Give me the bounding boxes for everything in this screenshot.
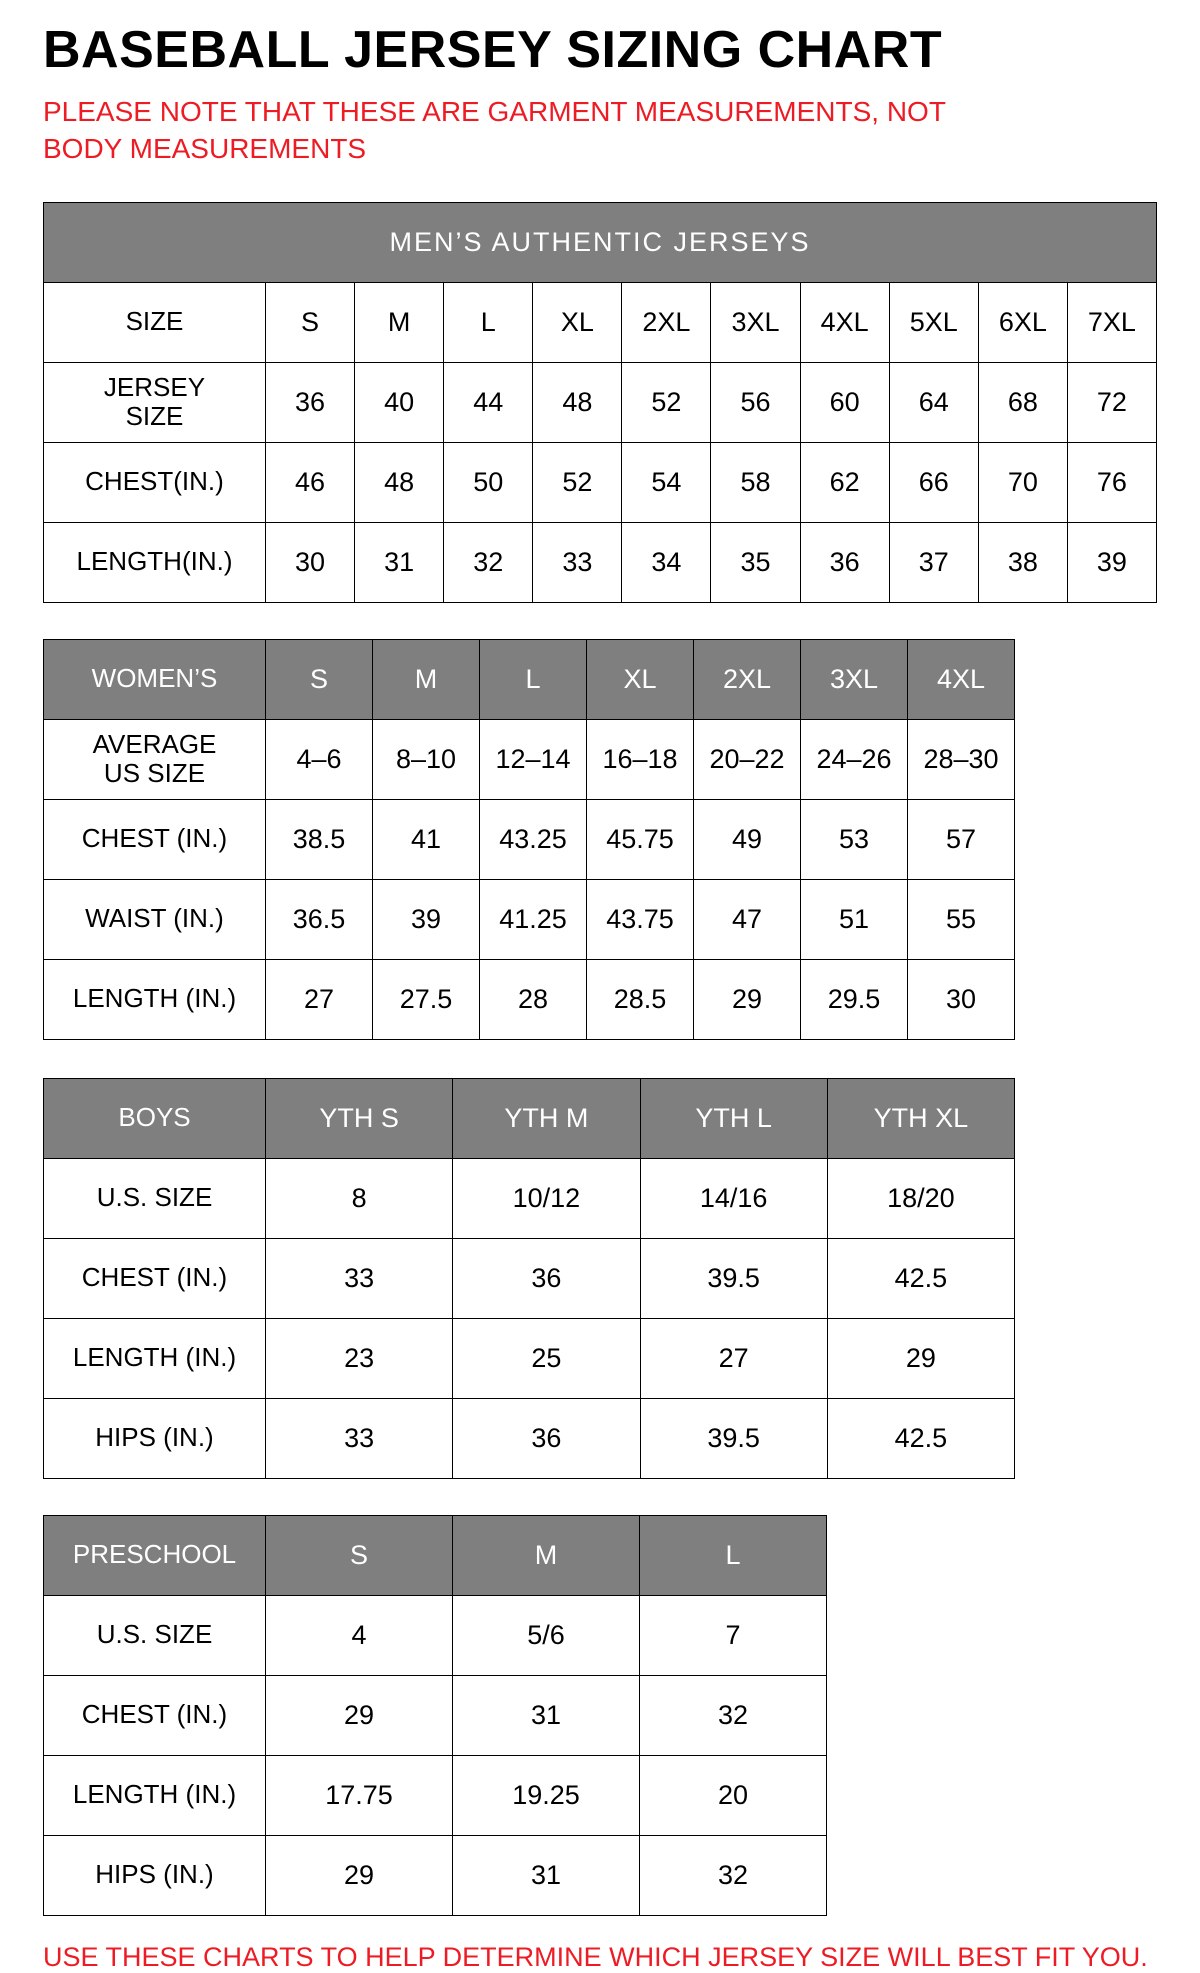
page-title: BASEBALL JERSEY SIZING CHART [43,21,943,79]
cell: 42.5 [828,1239,1015,1319]
cell: 54 [622,443,711,523]
cell: 42.5 [828,1399,1015,1479]
cell: 27 [266,960,373,1040]
cell: 18/20 [828,1159,1015,1239]
cell: 3XL [711,283,800,363]
cell: 41 [373,800,480,880]
column-header: L [480,640,587,720]
cell: 36.5 [266,880,373,960]
row-label-hips: HIPS (IN.) [44,1836,266,1916]
cell: 46 [266,443,355,523]
cell: M [355,283,444,363]
cell: 28 [480,960,587,1040]
cell: 39 [1068,523,1157,603]
row-label-us-size: U.S. SIZE [44,1159,266,1239]
cell: 7XL [1068,283,1157,363]
womens-sizing-table [43,639,1015,1040]
cell: 45.75 [587,800,694,880]
row-label-jersey-size: JERSEY SIZE [44,363,266,443]
cell: 39 [373,880,480,960]
column-header: L [640,1516,827,1596]
cell: 48 [355,443,444,523]
cell: 33 [266,1399,453,1479]
cell: 8 [266,1159,453,1239]
column-header: YTH L [641,1079,828,1159]
mens-table-banner: MEN’S AUTHENTIC JERSEYS [44,203,1157,283]
column-header: M [453,1516,640,1596]
cell: 36 [453,1239,640,1319]
cell: 31 [453,1836,640,1916]
cell: 36 [266,363,355,443]
cell: 36 [801,523,890,603]
column-header: 2XL [694,640,801,720]
cell: 31 [355,523,444,603]
cell: 32 [640,1836,827,1916]
cell: 40 [355,363,444,443]
cell: 62 [801,443,890,523]
row-label-length: LENGTH (IN.) [44,960,266,1040]
column-header: 4XL [908,640,1015,720]
cell: S [266,283,355,363]
cell: 12–14 [480,720,587,800]
cell: XL [533,283,622,363]
cell: 5XL [890,283,979,363]
cell: 4–6 [266,720,373,800]
cell: 17.75 [266,1756,453,1836]
cell: 38.5 [266,800,373,880]
cell: 66 [890,443,979,523]
cell: 76 [1068,443,1157,523]
cell: 51 [801,880,908,960]
cell: 8–10 [373,720,480,800]
cell: 32 [444,523,533,603]
cell: 7 [640,1596,827,1676]
cell: 56 [711,363,800,443]
cell: 29 [828,1319,1015,1399]
womens-header-label: WOMEN’S [44,640,266,720]
cell: 72 [1068,363,1157,443]
cell: 52 [533,443,622,523]
cell: 33 [266,1239,453,1319]
cell: 20–22 [694,720,801,800]
cell: 39.5 [641,1399,828,1479]
cell: 33 [533,523,622,603]
cell: 38 [979,523,1068,603]
cell: 41.25 [480,880,587,960]
cell: 19.25 [453,1756,640,1836]
cell: 4XL [801,283,890,363]
cell: 24–26 [801,720,908,800]
row-label-hips: HIPS (IN.) [44,1399,266,1479]
cell: 20 [640,1756,827,1836]
cell: 29 [266,1676,453,1756]
cell: 70 [979,443,1068,523]
row-label-average-us-size: AVERAGE US SIZE [44,720,266,800]
cell: 14/16 [641,1159,828,1239]
cell: 53 [801,800,908,880]
column-header: XL [587,640,694,720]
mens-sizing-table [43,202,1157,603]
row-label-size: SIZE [44,283,266,363]
cell: 28.5 [587,960,694,1040]
row-label-us-size: U.S. SIZE [44,1596,266,1676]
cell: 23 [266,1319,453,1399]
cell: 27 [641,1319,828,1399]
cell: L [444,283,533,363]
preschool-header-label: PRESCHOOL [44,1516,266,1596]
column-header: YTH M [453,1079,640,1159]
cell: 28–30 [908,720,1015,800]
column-header: S [266,640,373,720]
cell: 50 [444,443,533,523]
cell: 43.75 [587,880,694,960]
cell: 55 [908,880,1015,960]
cell: 31 [453,1676,640,1756]
cell: 34 [622,523,711,603]
cell: 30 [908,960,1015,1040]
column-header: 3XL [801,640,908,720]
cell: 68 [979,363,1068,443]
cell: 32 [640,1676,827,1756]
cell: 30 [266,523,355,603]
boys-sizing-table [43,1078,1015,1479]
row-label-chest: CHEST (IN.) [44,1239,266,1319]
cell: 52 [622,363,711,443]
cell: 37 [890,523,979,603]
cell: 44 [444,363,533,443]
cell: 25 [453,1319,640,1399]
cell: 16–18 [587,720,694,800]
cell: 49 [694,800,801,880]
row-label-length: LENGTH(IN.) [44,523,266,603]
cell: 6XL [979,283,1068,363]
boys-header-label: BOYS [44,1079,266,1159]
garment-measurements-note: PLEASE NOTE THAT THESE ARE GARMENT MEASUREMENTS, NOT BODY MEASUREMENTS [43,96,946,164]
column-header: YTH XL [828,1079,1015,1159]
cell: 4 [266,1596,453,1676]
preschool-sizing-table [43,1515,827,1916]
cell: 48 [533,363,622,443]
column-header: M [373,640,480,720]
column-header: YTH S [266,1079,453,1159]
cell: 10/12 [453,1159,640,1239]
cell: 43.25 [480,800,587,880]
row-label-chest: CHEST (IN.) [44,800,266,880]
cell: 35 [711,523,800,603]
cell: 36 [453,1399,640,1479]
cell: 39.5 [641,1239,828,1319]
cell: 29 [694,960,801,1040]
footer-note: USE THESE CHARTS TO HELP DETERMINE WHICH JERSEY SIZE WILL BEST FIT YOU. [43,1941,1148,1972]
cell: 64 [890,363,979,443]
cell: 60 [801,363,890,443]
cell: 29.5 [801,960,908,1040]
row-label-length: LENGTH (IN.) [44,1756,266,1836]
cell: 5/6 [453,1596,640,1676]
cell: 27.5 [373,960,480,1040]
column-header: S [266,1516,453,1596]
cell: 57 [908,800,1015,880]
row-label-length: LENGTH (IN.) [44,1319,266,1399]
row-label-chest: CHEST(IN.) [44,443,266,523]
cell: 29 [266,1836,453,1916]
cell: 47 [694,880,801,960]
row-label-chest: CHEST (IN.) [44,1676,266,1756]
cell: 2XL [622,283,711,363]
row-label-waist: WAIST (IN.) [44,880,266,960]
cell: 58 [711,443,800,523]
